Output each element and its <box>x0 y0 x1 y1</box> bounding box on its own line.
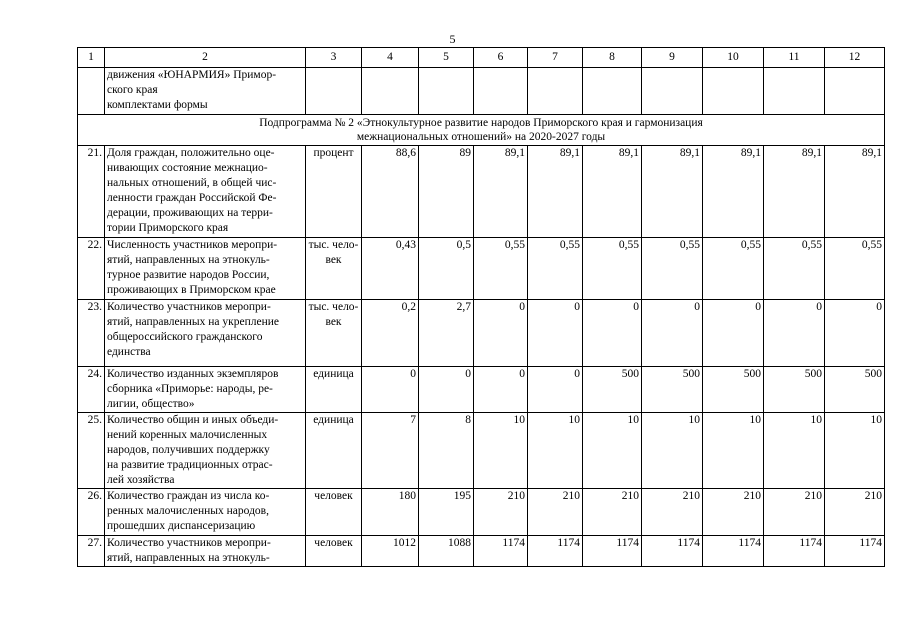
value-cell: 10 <box>703 413 764 489</box>
column-header: 2 <box>105 48 306 68</box>
value-cell: 89,1 <box>528 146 583 238</box>
value-cell: 2,7 <box>419 300 474 367</box>
indicator-name: Численность участников меропри- ятий, направленных на этнокуль- турное развитие народов России, проживающих в Приморском крае <box>105 238 306 300</box>
column-header: 4 <box>362 48 419 68</box>
value-cell: 7 <box>362 413 419 489</box>
subprogram-title: Подпрограмма № 2 «Этнокультурное развитие народов Приморского края и гармонизация межнациональных отношений» на 2020-2027 годы <box>78 115 885 146</box>
value-cell: 500 <box>764 367 825 413</box>
value-cell: 210 <box>642 489 703 536</box>
unit-cell: процент <box>306 146 362 238</box>
value-cell: 89,1 <box>764 146 825 238</box>
table-row <box>78 489 885 536</box>
value-cell: 88,6 <box>362 146 419 238</box>
value-cell: 10 <box>825 413 885 489</box>
column-header: 12 <box>825 48 885 68</box>
value-cell: 10 <box>642 413 703 489</box>
value-cell: 500 <box>825 367 885 413</box>
value-cell: 1174 <box>642 536 703 567</box>
value-cell: 0 <box>583 300 642 367</box>
value-cell: 1174 <box>703 536 764 567</box>
table-row <box>78 238 885 300</box>
value-cell: 210 <box>474 489 528 536</box>
indicator-name: Количество общин и иных объеди- нений коренных малочисленных народов, получивших поддержку на развитие традиционных отрас- лей хозяйства <box>105 413 306 489</box>
subprogram-row <box>78 115 885 146</box>
value-cell: 89,1 <box>825 146 885 238</box>
table-row <box>78 300 885 367</box>
value-cell: 1174 <box>583 536 642 567</box>
value-cell: 89,1 <box>703 146 764 238</box>
value-cell: 210 <box>583 489 642 536</box>
value-cell: 0 <box>362 367 419 413</box>
row-index: 22. <box>78 238 105 300</box>
value-cell: 10 <box>583 413 642 489</box>
value-cell: 500 <box>642 367 703 413</box>
column-header: 8 <box>583 48 642 68</box>
value-cell: 89 <box>419 146 474 238</box>
value-cell: 210 <box>764 489 825 536</box>
column-header: 10 <box>703 48 764 68</box>
value-cell: 1174 <box>825 536 885 567</box>
value-cell: 500 <box>703 367 764 413</box>
column-header: 6 <box>474 48 528 68</box>
value-cell: 210 <box>703 489 764 536</box>
value-cell: 10 <box>528 413 583 489</box>
value-cell: 1174 <box>528 536 583 567</box>
value-cell: 0 <box>474 367 528 413</box>
value-cell: 1174 <box>474 536 528 567</box>
value-cell: 0 <box>703 300 764 367</box>
unit-cell: тыс. чело- век <box>306 300 362 367</box>
value-cell: 89,1 <box>583 146 642 238</box>
value-cell: 0 <box>419 367 474 413</box>
value-cell: 0,55 <box>583 238 642 300</box>
value-cell: 0,55 <box>764 238 825 300</box>
value-cell: 0,55 <box>474 238 528 300</box>
column-header: 5 <box>419 48 474 68</box>
value-cell: 0 <box>528 300 583 367</box>
value-cell: 0,43 <box>362 238 419 300</box>
value-cell: 0 <box>528 367 583 413</box>
row-index: 24. <box>78 367 105 413</box>
value-cell: 0 <box>642 300 703 367</box>
value-cell: 89,1 <box>642 146 703 238</box>
value-cell: 0,2 <box>362 300 419 367</box>
value-cell: 0,55 <box>703 238 764 300</box>
table-row <box>78 413 885 489</box>
indicator-name: Количество участников меропри- ятий, направленных на укрепление общероссийского гражданского единства <box>105 300 306 367</box>
value-cell: 500 <box>583 367 642 413</box>
indicator-name: Количество участников меропри- ятий, направленных на этнокуль- <box>105 536 306 567</box>
value-cell: 0,55 <box>528 238 583 300</box>
value-cell: 0 <box>474 300 528 367</box>
value-cell: 8 <box>419 413 474 489</box>
row-index: 23. <box>78 300 105 367</box>
header-row <box>78 48 885 68</box>
value-cell: 1012 <box>362 536 419 567</box>
unit-cell: единица <box>306 413 362 489</box>
value-cell: 10 <box>764 413 825 489</box>
value-cell: 0,55 <box>642 238 703 300</box>
value-cell: 0 <box>825 300 885 367</box>
value-cell: 0,5 <box>419 238 474 300</box>
unit-cell: человек <box>306 536 362 567</box>
unit-cell: единица <box>306 367 362 413</box>
table-row <box>78 536 885 567</box>
indicators-table <box>77 47 885 567</box>
value-cell: 195 <box>419 489 474 536</box>
continuation-row <box>78 68 885 115</box>
row-index: 25. <box>78 413 105 489</box>
table-row <box>78 146 885 238</box>
row-index: 27. <box>78 536 105 567</box>
column-header: 9 <box>642 48 703 68</box>
column-header: 1 <box>78 48 105 68</box>
column-header: 7 <box>528 48 583 68</box>
indicator-name: Количество граждан из числа ко- ренных малочисленных народов, прошедших диспансеризацию <box>105 489 306 536</box>
column-header: 3 <box>306 48 362 68</box>
table-row <box>78 367 885 413</box>
value-cell: 210 <box>528 489 583 536</box>
value-cell: 89,1 <box>474 146 528 238</box>
unit-cell: тыс. чело- век <box>306 238 362 300</box>
value-cell: 0,55 <box>825 238 885 300</box>
row-index: 21. <box>78 146 105 238</box>
page-number: 5 <box>449 32 456 46</box>
indicator-name: Количество изданных экземпляров сборника «Приморье: народы, ре- лигии, общество» <box>105 367 306 413</box>
value-cell: 0 <box>764 300 825 367</box>
indicator-name: движения «ЮНАРМИЯ» Примор- ского края комплектами формы <box>105 68 306 115</box>
value-cell: 1174 <box>764 536 825 567</box>
unit-cell: человек <box>306 489 362 536</box>
value-cell: 210 <box>825 489 885 536</box>
row-index: 26. <box>78 489 105 536</box>
value-cell: 180 <box>362 489 419 536</box>
column-header: 11 <box>764 48 825 68</box>
value-cell: 10 <box>474 413 528 489</box>
indicator-name: Доля граждан, положительно оце- нивающих состояние межнацио- нальных отношений, в общей чис- ленности граждан Российской Фе- дерации, проживающих на терри- тории Приморского края <box>105 146 306 238</box>
value-cell: 1088 <box>419 536 474 567</box>
